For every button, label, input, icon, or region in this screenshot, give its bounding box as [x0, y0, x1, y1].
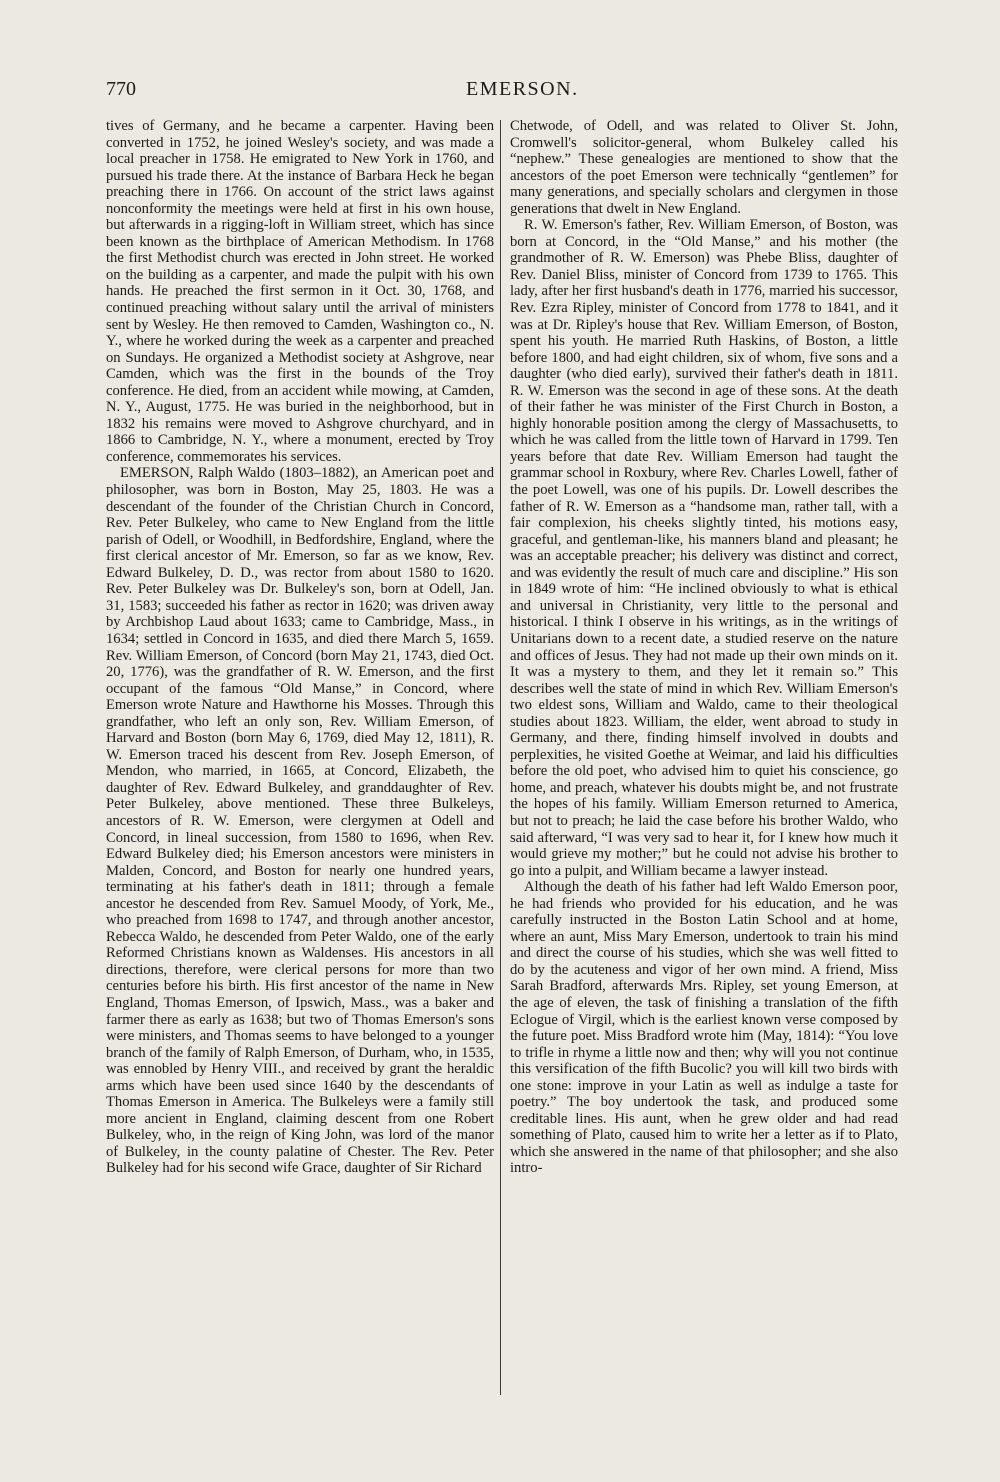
- left-column: [106, 118, 494, 1408]
- paragraph: R. W. Emerson's father, Rev. William Emerson, of Boston, was born at Concord, in the “Old Manse,” and his mother (the grandmother of R. W. Emerson) was Phebe Bliss, daughter of Rev. Daniel Bliss, minister of Concord from 1739 to 1765. This lady, after her first husband's death in 1776, married his successor, Rev. Ezra Ripley, minister of Concord from 1778 to 1841, and it was at Dr. Ripley's house that Rev. William Emerson, of Boston, spent his youth. He married Ruth Haskins, of Boston, a little before 1800, and had eight children, six of whom, five sons and a daughter (who died early), survived their father's death in 1811. R. W. Emerson was the second in age of these sons. At the death of their father he was minister of the First Church in Boston, a highly honorable position among the clergy of Massachusetts, to which he was called from the little town of Harvard in 1799. Ten years before that date Rev. William Emerson had taught the grammar school in Roxbury, where Rev. Charles Lowell, father of the poet Lowell, was one of his pupils. Dr. Lowell describes the father of R. W. Emerson as a “handsome man, rather tall, with a fair complexion, his cheeks slightly tinted, his motions easy, graceful, and gentleman-like, his manners bland and pleasant; he was an acceptable preacher; his delivery was distinct and correct, and was evidently the result of much care and discipline.” His son in 1849 wrote of him: “He inclined obviously to what is ethical and universal in Christianity, very little to the personal and historical. I think I observe in his writings, as in the writings of Unitarians down to a recent date, a studied reserve on the nature and offices of Jesus. They had not made up their own minds on it. It was a mystery to them, and they let it remain so.” This describes well the state of mind in which Rev. William Emerson's two eldest sons, William and Waldo, came to their theological studies about 1823. William, the elder, went abroad to study in Germany, and there, finding himself involved in doubts and perplexities, he visited Goethe at Weimar, and laid his difficulties before the old poet, who advised him to quiet his conscience, go home, and preach, whatever his doubts might be, and not frustrate the hopes of his family. William Emerson returned to America, but not to preach; he laid the case before his brother Waldo, who said afterward, “I was very sad to hear it, for I knew how much it would grieve my mother;” but he could not advise his brother to go into a pulpit, and William became a lawyer instead.: [510, 217, 898, 879]
- right-column: [510, 118, 898, 1408]
- column-divider: [500, 120, 501, 1395]
- running-head: EMERSON.: [466, 78, 579, 100]
- page-header: [106, 78, 906, 104]
- paragraph: Although the death of his father had left Waldo Emerson poor, he had friends who provided for his education, and he was carefully instructed in the Boston Latin School and at home, where an aunt, Miss Mary Emerson, undertook to train his mind and direct the course of his studies, which she was well fitted to do by the acuteness and vigor of her own mind. A friend, Miss Sarah Bradford, afterwards Mrs. Ripley, set young Emerson, at the age of eleven, the task of finishing a translation of the fifth Eclogue of Virgil, which is the earliest known verse composed by the future poet. Miss Bradford wrote him (May, 1814): “You love to trifle in rhyme a little now and then; why will you not continue this versification of the fifth Bucolic? you will kill two birds with one stone: improve in your Latin as well as indulge a taste for poetry.” The boy undertook the task, and produced some creditable lines. His aunt, when he grew older and had read something of Plato, caused him to write her a letter as if to Plato, which she answered in the name of that philosopher; and she also intro-: [510, 879, 898, 1177]
- paragraph: tives of Germany, and he became a carpenter. Having been converted in 1752, he joined Wesley's society, and was made a local preacher in 1758. He emigrated to New York in 1760, and pursued his trade there. At the instance of Barbara Heck he began preaching there in 1766. On account of the strict laws against nonconformity the meetings were held at first in his own house, but afterwards in a rigging-loft in William street, which has since been known as the birthplace of American Methodism. In 1768 the first Methodist church was erected in John street. He worked on the building as a carpenter, and made the pulpit with his own hands. He preached the first sermon in it Oct. 30, 1768, and continued preaching without salary until the arrival of ministers sent by Wesley. He then removed to Camden, Washington co., N. Y., where he worked during the week as a carpenter and preached on Sundays. He organized a Methodist society at Ashgrove, near Camden, which was the first in the bounds of the Troy conference. He died, from an accident while mowing, at Camden, N. Y., August, 1775. He was buried in the neighborhood, but in 1832 his remains were moved to Ashgrove churchyard, and in 1866 to Cambridge, N. Y., where a monument, erected by Troy conference, commemorates his services.: [106, 118, 494, 465]
- paragraph: EMERSON, Ralph Waldo (1803–1882), an American poet and philosopher, was born in Boston, May 25, 1803. He was a descendant of the founder of the Christian Church in Concord, Rev. Peter Bulkeley, who came to New England from the little parish of Odell, or Woodhill, in Bedfordshire, England, where the first clerical ancestor of Mr. Emerson, so far as we know, Rev. Edward Bulkeley, D. D., was rector from about 1580 to 1620. Rev. Peter Bulkeley was Dr. Bulkeley's son, born at Odell, Jan. 31, 1583; succeeded his father as rector in 1620; was driven away by Archbishop Laud about 1633; came to Cambridge, Mass., in 1634; settled in Concord in 1635, and died there March 5, 1659. Rev. William Emerson, of Concord (born May 21, 1743, died Oct. 20, 1776), was the grandfather of R. W. Emerson, and the first occupant of the famous “Old Manse,” in Concord, where Emerson wrote Nature and Hawthorne his Mosses. Through this grandfather, who left an only son, Rev. William Emerson, of Harvard and Boston (born May 6, 1769, died May 12, 1811), R. W. Emerson traced his descent from Rev. Joseph Emerson, of Mendon, who married, in 1665, at Concord, Elizabeth, the daughter of Rev. Edward Bulkeley, and granddaughter of Rev. Peter Bulkeley, above mentioned. These three Bulkeleys, ancestors of R. W. Emerson, were clergymen at Odell and Concord, in lineal succession, from 1580 to 1696, when Rev. Edward Bulkeley died; his Emerson ancestors were ministers in Malden, Concord, and Boston for nearly one hundred years, terminating at his father's death in 1811; through a female ancestor he descended from Rev. Samuel Moody, of York, Me., who preached from 1698 to 1747, and through another ancestor, Rebecca Waldo, he descended from Peter Waldo, one of the early Reformed Christians known as Waldenses. His ancestors in all directions, therefore, were clerical persons for more than two centuries before his birth. His first ancestor of the name in New England, Thomas Emerson, of Ipswich, Mass., was a baker and farmer there as early as 1638; but two of Thomas Emerson's sons were ministers, and Thomas seems to have belonged to a younger branch of the family of Ralph Emerson, of Durham, who, in 1535, was ennobled by Henry VIII., and received by grant the heraldic arms which have been used since 1640 by the descendants of Thomas Emerson in America. The Bulkeleys were a family still more ancient in England, claiming descent from one Robert Bulkeley, who, in the reign of King John, was lord of the manor of Bulkeley, in the county palatine of Chester. The Rev. Peter Bulkeley had for his second wife Grace, daughter of Sir Richard: [106, 465, 494, 1177]
- page-number: 770: [106, 78, 136, 100]
- paragraph: Chetwode, of Odell, and was related to Oliver St. John, Cromwell's solicitor-general, whom Bulkeley called his “nephew.” These genealogies are mentioned to show that the ancestors of the poet Emerson were technically “gentlemen” for many generations, and specially scholars and clergymen in those generations that dwelt in New England.: [510, 118, 898, 217]
